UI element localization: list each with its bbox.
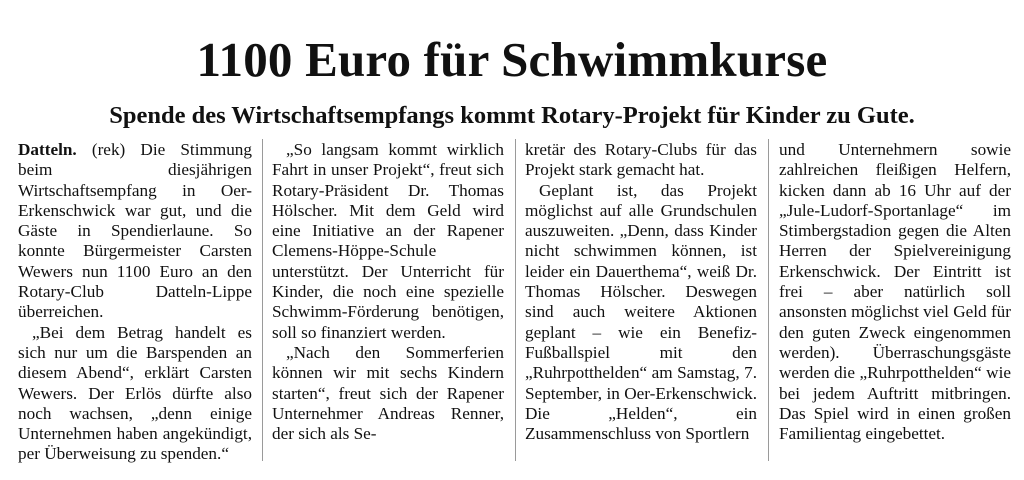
dateline: Datteln. (18, 140, 77, 159)
paragraph: und Unternehmern sowie zahlreichen fleißigen Helfern, kicken dann ab 16 Uhr auf der „Jule-Ludorf-Sportanlage“ im Stimbergstadion gegen die Alten Herren der Spielvereinigung Erkenschwick. Der Eintritt ist frei – aber natürlich soll ansonsten möglichst viel Geld für den guten Zweck eingenommen werden). Überraschungsgäste werden die „Ruhrpotthelden“ wie bei jedem Auftritt mitbringen. Das Spiel wird in einen großen Familientag eingebettet. (779, 140, 1011, 444)
column-divider (262, 139, 263, 461)
text-column-1 (18, 140, 252, 470)
text-column-4 (779, 140, 1011, 470)
paragraph: „Bei dem Betrag handelt es sich nur um die Barspenden an diesem Abend“, erklärt Carsten Wewers. Der Erlös dürfte also noch wachsen, „denn einige Unternehmen haben angekündigt, per Überweisung zu spenden.“ (18, 322, 252, 464)
text-column-2 (272, 140, 504, 470)
text-column-3 (525, 140, 757, 470)
paragraph: „Nach den Sommerferien können wir mit sechs Kindern starten“, freut sich der Rapener Unternehmer Andreas Renner, der sich als Se- (272, 342, 504, 444)
paragraph-text: (rek) Die Stimmung beim diesjährigen Wirtschaftsempfang in Oer-Erkenschwick war gut, und die Gäste in Spendierlaune. So konnte Bürgermeister Carsten Wewers nun 1100 Euro an den Rotary-Club Datteln-Lippe überreichen. (18, 140, 252, 322)
subheadline: Spende des Wirtschaftsempfangs kommt Rotary-Projekt für Kinder zu Gute. (109, 102, 915, 129)
paragraph: Geplant ist, das Projekt möglichst auf alle Grundschulen auszuweiten. „Denn, dass Kinder nicht schwimmen können, ist leider ein Dauerthema“, weiß Dr. Thomas Hölscher. Deswegen sind auch weitere Aktionen geplant – wie ein Benefiz-Fußballspiel mit den „Ruhrpotthelden“ am Samstag, 7. September, in Oer-Erkenschwick. Die „Helden“, ein Zusammenschluss von Sportlern (525, 180, 757, 444)
paragraph: kretär des Rotary-Clubs für das Projekt stark gemacht hat. (525, 140, 757, 180)
headline: 1100 Euro für Schwimmkurse (196, 32, 828, 87)
column-divider (515, 139, 516, 461)
paragraph: „So langsam kommt wirklich Fahrt in unser Projekt“, freut sich Rotary-Präsident Dr. Thomas Hölscher. Mit dem Geld wird eine Initiative an der Rapener Clemens-Höppe-Schule unterstützt. Der Unterricht für Kinder, die noch eine spezielle Schwimm-Förderung benötigen, soll so finanziert werden. (272, 140, 504, 342)
column-divider (768, 139, 769, 461)
paragraph (18, 140, 252, 323)
